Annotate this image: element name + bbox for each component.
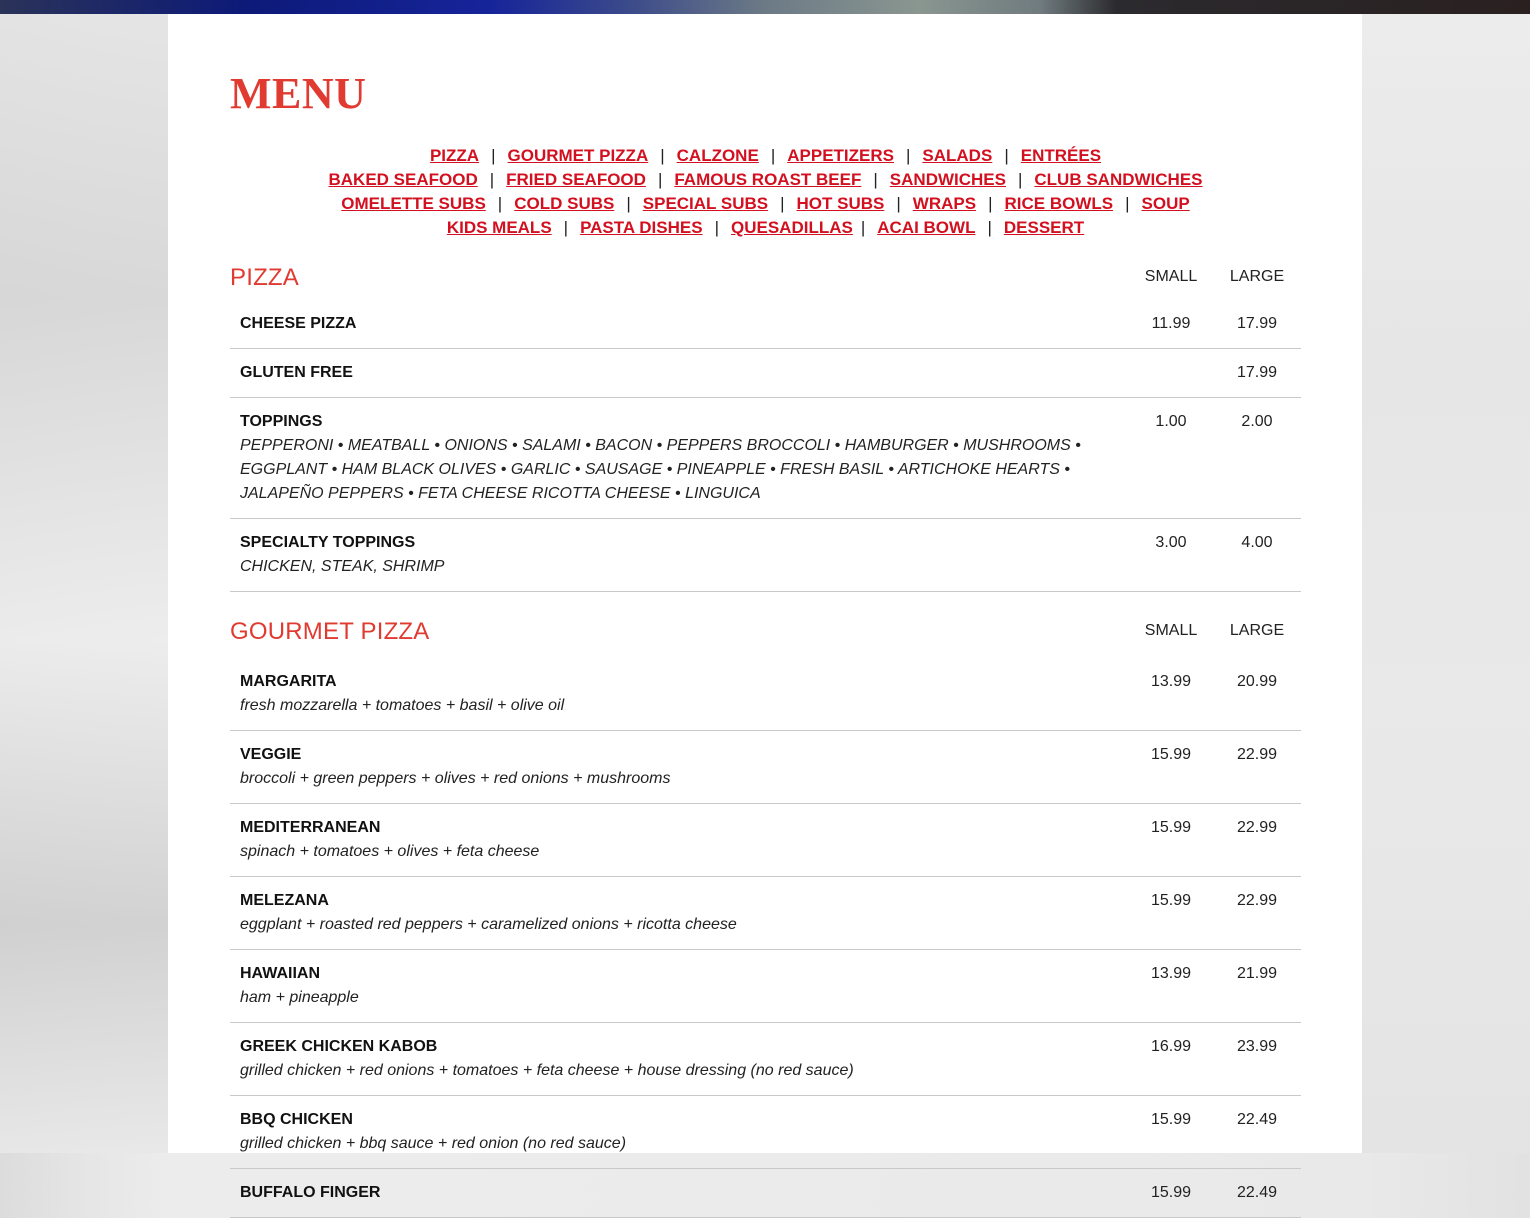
nav-separator: | [714, 218, 719, 237]
nav-separator: | [896, 194, 901, 213]
item-description: fresh mozzarella + tomatoes + basil + olive oil [240, 697, 565, 714]
item-list [230, 300, 1301, 592]
price-large: 21.99 [1236, 965, 1278, 982]
nav-link-calzone[interactable]: CALZONE [676, 146, 759, 165]
nav-row [230, 216, 1301, 240]
section-title: PIZZA [230, 264, 300, 291]
menu-item-row [230, 731, 1301, 804]
menu-item-row [230, 950, 1301, 1023]
nav-separator: | [1125, 194, 1130, 213]
price-small: 15.99 [1150, 819, 1192, 836]
price-small: 11.99 [1151, 315, 1191, 332]
menu-item-row [230, 349, 1301, 398]
nav-row [230, 144, 1301, 168]
nav-link-quesadillas[interactable]: QUESADILLAS [730, 218, 853, 237]
price-large: 22.99 [1236, 892, 1278, 909]
item-description: broccoli + green peppers + olives + red onions + mushrooms [240, 770, 671, 787]
item-name: VEGGIE [240, 746, 302, 763]
nav-link-pizza[interactable]: PIZZA [429, 146, 480, 165]
item-name: HAWAIIAN [240, 965, 320, 982]
nav-separator: | [626, 194, 631, 213]
nav-link-salads[interactable]: SALADS [922, 146, 993, 165]
price-small: 3.00 [1155, 534, 1187, 551]
nav-link-hot-subs[interactable]: HOT SUBS [796, 194, 885, 213]
nav-separator: | [860, 218, 866, 237]
nav-link-dessert[interactable]: DESSERT [1003, 218, 1085, 237]
price-large: 20.99 [1236, 673, 1278, 690]
price-large: 2.00 [1241, 413, 1273, 430]
nav-link-special-subs[interactable]: SPECIAL SUBS [642, 194, 769, 213]
nav-link-fried-seafood[interactable]: FRIED SEAFOOD [506, 170, 646, 189]
nav-link-cold-subs[interactable]: COLD SUBS [514, 194, 615, 213]
menu-item-row [230, 398, 1301, 519]
item-name: MARGARITA [240, 673, 337, 690]
nav-link-rice-bowls[interactable]: RICE BOWLS [1004, 194, 1114, 213]
price-large: 22.49 [1236, 1111, 1278, 1128]
price-small: 1.00 [1155, 413, 1187, 430]
menu-item-row [230, 1023, 1301, 1096]
nav-separator: | [660, 146, 665, 165]
item-name: GREEK CHICKEN KABOB [240, 1038, 438, 1055]
item-name: BUFFALO FINGER [240, 1184, 381, 1201]
price-large: 22.99 [1236, 819, 1278, 836]
nav-link-sandwiches[interactable]: SANDWICHES [889, 170, 1006, 189]
column-header-small: SMALL [1144, 268, 1198, 285]
nav-separator: | [491, 146, 496, 165]
price-large: 23.99 [1236, 1038, 1278, 1055]
price-small: 15.99 [1150, 1184, 1192, 1201]
price-large: 17.99 [1236, 315, 1278, 332]
price-small: 13.99 [1150, 965, 1192, 982]
price-small: 15.99 [1150, 746, 1192, 763]
item-list [230, 658, 1301, 1218]
category-nav [230, 144, 1301, 240]
item-name: SPECIALTY TOPPINGS [240, 534, 416, 551]
price-small: 15.99 [1150, 1111, 1192, 1128]
item-description: CHICKEN, STEAK, SHRIMP [240, 558, 445, 575]
price-large: 22.49 [1236, 1184, 1278, 1201]
nav-row [230, 192, 1301, 216]
price-small: 15.99 [1150, 892, 1192, 909]
section-header [230, 618, 1301, 658]
top-banner-image [0, 0, 1530, 14]
nav-separator: | [873, 170, 878, 189]
nav-link-omelette-subs[interactable]: OMELETTE SUBS [341, 194, 486, 213]
nav-link-appetizers[interactable]: APPETIZERS [787, 146, 894, 165]
section-title: GOURMET PIZZA [230, 618, 430, 645]
nav-separator: | [563, 218, 569, 237]
column-header-large: LARGE [1229, 268, 1285, 285]
menu-item-row [230, 1096, 1301, 1169]
background-left [0, 14, 168, 1153]
section-header [230, 264, 1301, 300]
nav-link-soup[interactable]: SOUP [1141, 194, 1190, 213]
menu-item-row [230, 1169, 1301, 1218]
nav-separator: | [497, 194, 503, 213]
item-name: GLUTEN FREE [240, 364, 353, 381]
nav-separator: | [905, 146, 911, 165]
price-small: 16.99 [1150, 1038, 1192, 1055]
nav-link-gourmet-pizza[interactable]: GOURMET PIZZA [507, 146, 649, 165]
page-title: MENU [230, 69, 367, 118]
nav-link-famous-roast-beef[interactable]: FAMOUS ROAST BEEF [674, 170, 862, 189]
menu-item-row [230, 804, 1301, 877]
nav-separator: | [1017, 170, 1023, 189]
nav-separator: | [988, 194, 993, 213]
nav-row [230, 168, 1301, 192]
item-name: BBQ CHICKEN [240, 1111, 353, 1128]
column-header-small: SMALL [1144, 622, 1198, 639]
item-description: eggplant + roasted red peppers + caramelized onions + ricotta cheese [240, 916, 737, 933]
nav-link-baked-seafood[interactable]: BAKED SEAFOOD [328, 170, 478, 189]
price-small: 13.99 [1150, 673, 1192, 690]
item-description: ham + pineapple [240, 989, 359, 1006]
nav-separator: | [657, 170, 663, 189]
item-description: grilled chicken + red onions + tomatoes + feta cheese + house dressing (no red sauce) [240, 1062, 854, 1079]
nav-separator: | [780, 194, 785, 213]
item-name: TOPPINGS [240, 413, 323, 430]
section-pizza [230, 264, 1301, 592]
nav-link-kids-meals[interactable]: KIDS MEALS [446, 218, 552, 237]
section-gourmet-pizza [230, 618, 1301, 1218]
nav-separator: | [770, 146, 776, 165]
menu-panel [168, 14, 1362, 1201]
item-name: MEDITERRANEAN [240, 819, 381, 836]
item-description: grilled chicken + bbq sauce + red onion (no red sauce) [240, 1135, 627, 1152]
item-description: spinach + tomatoes + olives + feta cheese [240, 843, 540, 860]
price-large: 17.99 [1236, 364, 1278, 381]
item-name: MELEZANA [240, 892, 329, 909]
column-header-large: LARGE [1229, 622, 1285, 639]
nav-separator: | [489, 170, 495, 189]
background-right [1362, 14, 1530, 1153]
item-description: PEPPERONI • MEATBALL • ONIONS • SALAMI • BACON • PEPPERS BROCCOLI • HAMBURGER • MUSHROOMS • EGGPLANT • HAM BLACK OLIVES • GARLIC • SAUSAGE • PINEAPPLE • FRESH BASIL • ARTICHOKE HEARTS • JALAPEÑO PEPPERS • FETA CHEESE RICOTTA CHEESE • LINGUICA [240, 437, 1081, 502]
menu-item-row [230, 519, 1301, 592]
nav-link-pasta-dishes[interactable]: PASTA DISHES [580, 218, 703, 237]
menu-item-row [230, 877, 1301, 950]
nav-link-acai-bowl[interactable]: ACAI BOWL [877, 218, 976, 237]
item-name: CHEESE PIZZA [240, 315, 357, 332]
nav-separator: | [1004, 146, 1009, 165]
price-large: 4.00 [1241, 534, 1273, 551]
nav-link-club-sandwiches[interactable]: CLUB SANDWICHES [1034, 170, 1203, 189]
nav-link-entr-es[interactable]: ENTRÉES [1020, 146, 1102, 165]
menu-item-row [230, 300, 1301, 349]
price-large: 22.99 [1236, 746, 1278, 763]
nav-link-wraps[interactable]: WRAPS [912, 194, 977, 213]
menu-item-row [230, 658, 1301, 731]
nav-separator: | [987, 218, 992, 237]
